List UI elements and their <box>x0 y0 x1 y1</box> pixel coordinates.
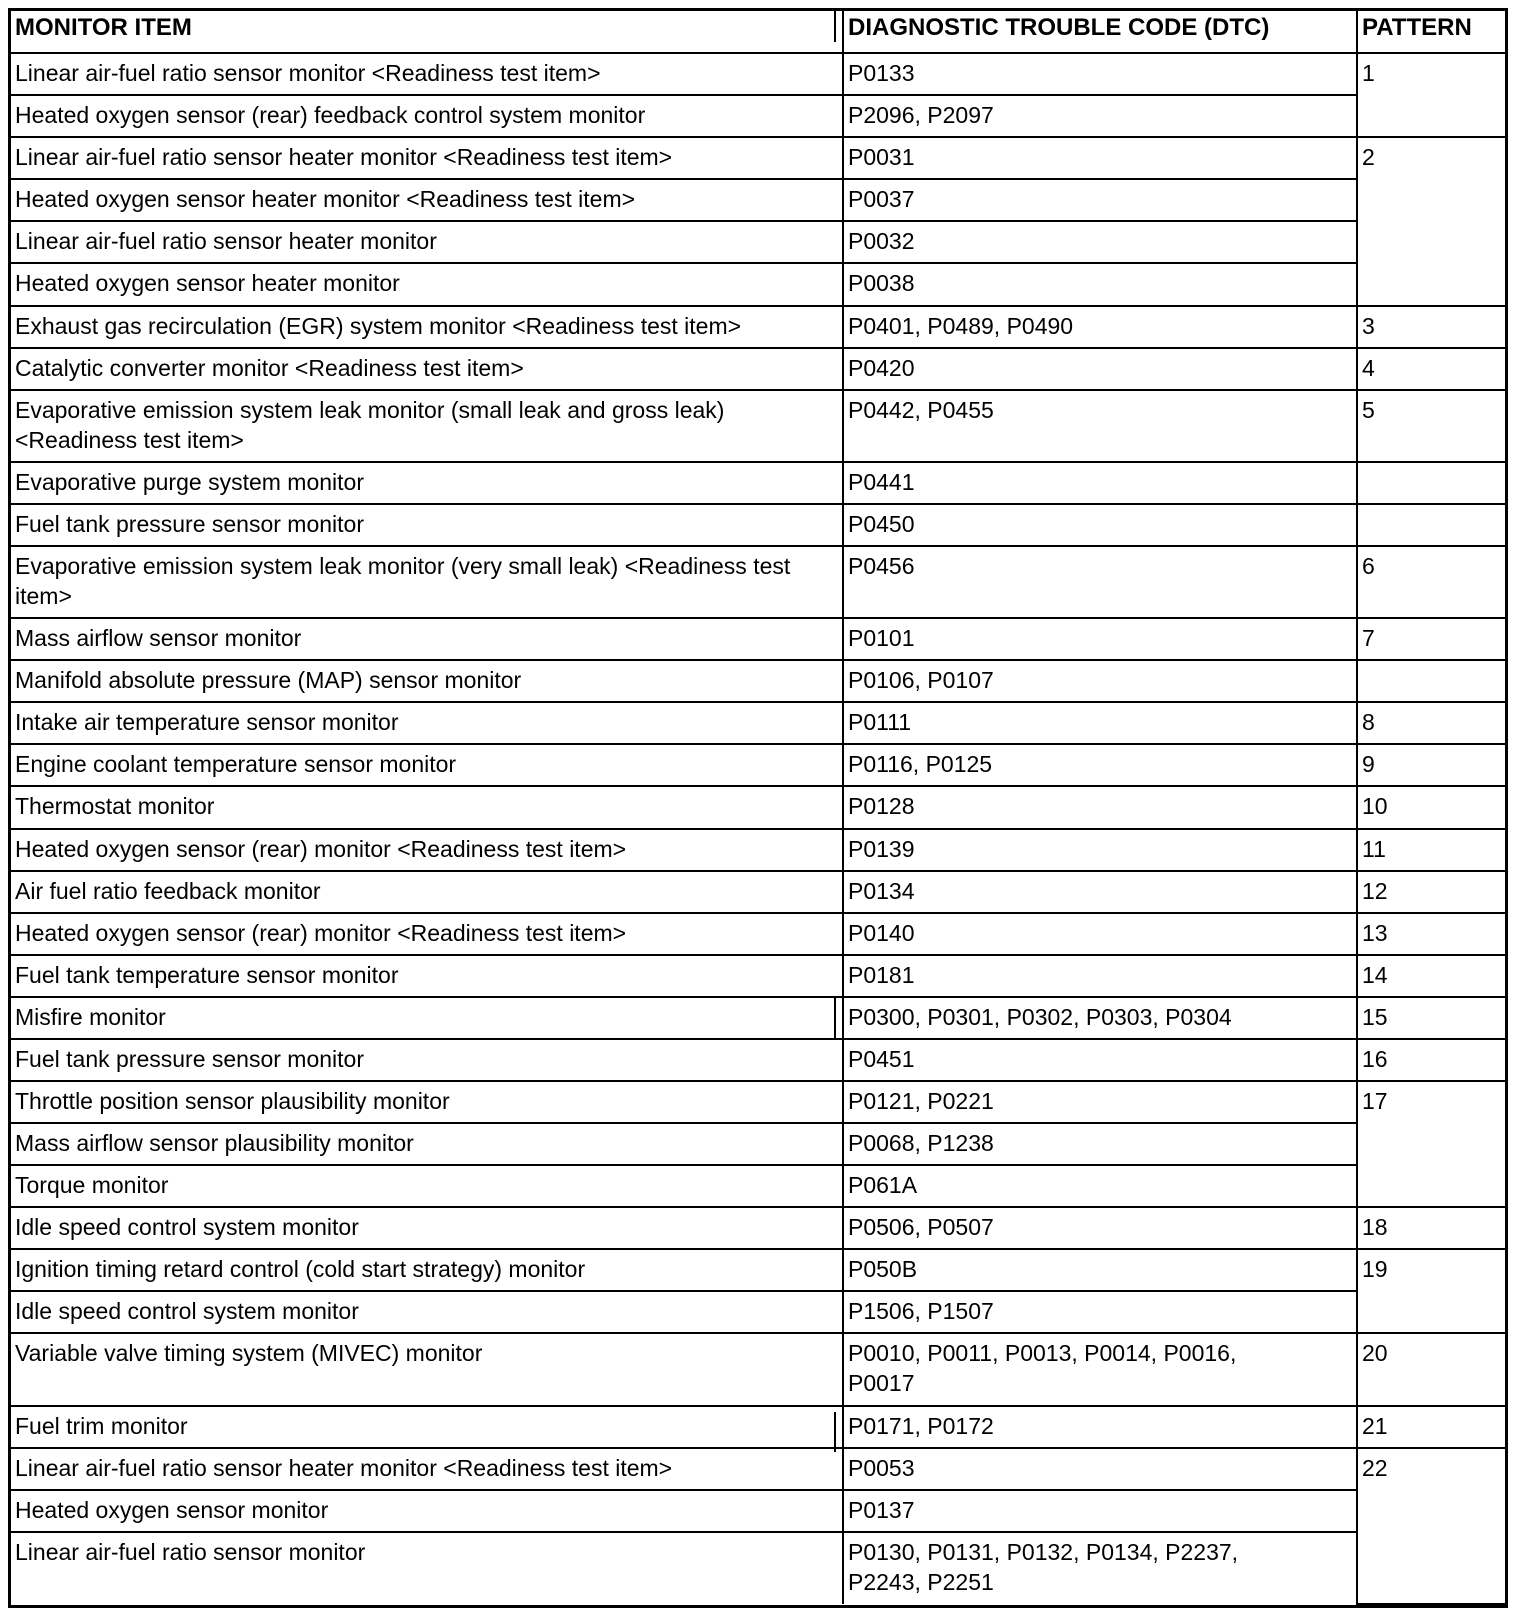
table-row <box>11 462 1505 504</box>
pattern-cell <box>1357 660 1505 702</box>
dtc-cell: P0111 <box>843 702 1357 744</box>
monitor-item-cell: Air fuel ratio feedback monitor <box>11 871 843 913</box>
pattern-cell: 16 <box>1357 1039 1505 1081</box>
table-row <box>11 829 1505 871</box>
dtc-cell: P050B <box>843 1249 1357 1291</box>
dtc-cell <box>843 1532 1357 1604</box>
dtc-cell: P0053 <box>843 1448 1357 1490</box>
dtc-cell: P0038 <box>843 263 1357 305</box>
monitor-item-cell: Mass airflow sensor plausibility monitor <box>11 1123 843 1165</box>
monitor-item-cell: Linear air-fuel ratio sensor heater monitor <Readiness test item> <box>11 1448 843 1490</box>
header-row <box>11 11 1505 53</box>
monitor-item-cell: Idle speed control system monitor <box>11 1207 843 1249</box>
pattern-cell: 15 <box>1357 997 1505 1039</box>
monitor-item-cell: Fuel tank pressure sensor monitor <box>11 1039 843 1081</box>
header-split-line <box>834 10 836 42</box>
monitor-item-cell: Fuel trim monitor <box>11 1406 843 1448</box>
monitor-item-cell: Linear air-fuel ratio sensor monitor <box>11 1532 843 1604</box>
table-row <box>11 1448 1505 1490</box>
table-row <box>11 1333 1505 1405</box>
dtc-cell: P0140 <box>843 913 1357 955</box>
dtc-cell: P0171, P0172 <box>843 1406 1357 1448</box>
monitor-item-cell: Idle speed control system monitor <box>11 1291 843 1333</box>
dtc-cell <box>843 1333 1357 1405</box>
table-row <box>11 263 1505 305</box>
table-row <box>11 137 1505 179</box>
dtc-cell: P0037 <box>843 179 1357 221</box>
table-row <box>11 504 1505 546</box>
pattern-cell: 4 <box>1357 348 1505 390</box>
table-row <box>11 1532 1505 1604</box>
pattern-cell: 12 <box>1357 871 1505 913</box>
monitor-item-cell: Engine coolant temperature sensor monitor <box>11 744 843 786</box>
monitor-item-cell: Variable valve timing system (MIVEC) monitor <box>11 1333 843 1405</box>
dtc-cell: P0101 <box>843 618 1357 660</box>
pattern-cell: 22 <box>1357 1448 1505 1604</box>
monitor-item-cell: Manifold absolute pressure (MAP) sensor monitor <box>11 660 843 702</box>
pattern-cell: 20 <box>1357 1333 1505 1405</box>
pattern-cell: 6 <box>1357 546 1505 618</box>
pattern-cell: 3 <box>1357 306 1505 348</box>
monitor-item-cell: Catalytic converter monitor <Readiness test item> <box>11 348 843 390</box>
dtc-cell: P061A <box>843 1165 1357 1207</box>
table-row <box>11 1207 1505 1249</box>
monitor-item-text: Evaporative emission system leak monitor (very small leak) <Readiness test item> <box>15 552 791 609</box>
monitor-item-cell: Exhaust gas recirculation (EGR) system monitor <Readiness test item> <box>11 306 843 348</box>
dtc-cell: P2096, P2097 <box>843 95 1357 137</box>
monitor-item-cell: Linear air-fuel ratio sensor heater monitor <Readiness test item> <box>11 137 843 179</box>
table-row <box>11 390 1505 462</box>
dtc-cell: P0068, P1238 <box>843 1123 1357 1165</box>
table-row <box>11 1081 1505 1123</box>
monitor-item-cell: Heated oxygen sensor (rear) feedback control system monitor <box>11 95 843 137</box>
table-row <box>11 660 1505 702</box>
monitor-item-cell: Torque monitor <box>11 1165 843 1207</box>
table-row <box>11 179 1505 221</box>
table-row <box>11 1291 1505 1333</box>
dtc-text: P0010, P0011, P0013, P0014, P0016, P0017 <box>848 1340 1237 1397</box>
table-row <box>11 871 1505 913</box>
pattern-cell: 5 <box>1357 390 1505 462</box>
monitor-item-cell: Linear air-fuel ratio sensor monitor <Readiness test item> <box>11 53 843 95</box>
dtc-cell: P0106, P0107 <box>843 660 1357 702</box>
dtc-cell: P1506, P1507 <box>843 1291 1357 1333</box>
dtc-cell: P0401, P0489, P0490 <box>843 306 1357 348</box>
dtc-cell: P0442, P0455 <box>843 390 1357 462</box>
monitor-item-cell: Thermostat monitor <box>11 786 843 828</box>
table-row <box>11 1123 1505 1165</box>
pattern-cell: 19 <box>1357 1249 1505 1333</box>
dtc-cell: P0137 <box>843 1490 1357 1532</box>
table-row <box>11 997 1505 1039</box>
misfire-split-line <box>834 998 836 1038</box>
dtc-cell: P0128 <box>843 786 1357 828</box>
dtc-cell: P0441 <box>843 462 1357 504</box>
header-dtc: DIAGNOSTIC TROUBLE CODE (DTC) <box>843 11 1357 53</box>
monitor-item-cell: Fuel tank temperature sensor monitor <box>11 955 843 997</box>
table-row <box>11 702 1505 744</box>
dtc-cell: P0420 <box>843 348 1357 390</box>
pattern-cell: 2 <box>1357 137 1505 305</box>
dtc-cell: P0451 <box>843 1039 1357 1081</box>
fuel-trim-split-line <box>834 1412 836 1452</box>
monitor-item-cell <box>11 390 843 462</box>
table-row <box>11 348 1505 390</box>
table-row <box>11 913 1505 955</box>
dtc-cell: P0456 <box>843 546 1357 618</box>
monitor-item-cell: Mass airflow sensor monitor <box>11 618 843 660</box>
table-row <box>11 955 1505 997</box>
monitor-item-cell: Heated oxygen sensor heater monitor <Readiness test item> <box>11 179 843 221</box>
table-row <box>11 1406 1505 1448</box>
monitor-item-cell: Heated oxygen sensor (rear) monitor <Readiness test item> <box>11 829 843 871</box>
monitor-item-cell: Misfire monitor <box>11 997 843 1039</box>
monitor-item-cell <box>11 546 843 618</box>
header-pattern: PATTERN <box>1357 11 1505 53</box>
table-row <box>11 95 1505 137</box>
pattern-cell: 17 <box>1357 1081 1505 1207</box>
dtc-cell: P0116, P0125 <box>843 744 1357 786</box>
pattern-cell: 14 <box>1357 955 1505 997</box>
dtc-cell: P0032 <box>843 221 1357 263</box>
table-row <box>11 546 1505 618</box>
pattern-cell: 11 <box>1357 829 1505 871</box>
table-body <box>11 11 1505 1604</box>
monitor-item-cell: Ignition timing retard control (cold start strategy) monitor <box>11 1249 843 1291</box>
pattern-cell: 8 <box>1357 702 1505 744</box>
dtc-table-frame <box>8 8 1508 1608</box>
table-row <box>11 1490 1505 1532</box>
table-row <box>11 1165 1505 1207</box>
pattern-cell <box>1357 504 1505 546</box>
pattern-cell: 7 <box>1357 618 1505 660</box>
dtc-cell: P0139 <box>843 829 1357 871</box>
monitor-item-cell: Evaporative purge system monitor <box>11 462 843 504</box>
table-row <box>11 221 1505 263</box>
table-row <box>11 306 1505 348</box>
dtc-cell: P0506, P0507 <box>843 1207 1357 1249</box>
table-row <box>11 618 1505 660</box>
table-row <box>11 1039 1505 1081</box>
monitor-item-cell: Linear air-fuel ratio sensor heater monitor <box>11 221 843 263</box>
table-row <box>11 744 1505 786</box>
pattern-cell: 21 <box>1357 1406 1505 1448</box>
pattern-cell: 10 <box>1357 786 1505 828</box>
table-row <box>11 1249 1505 1291</box>
dtc-cell: P0450 <box>843 504 1357 546</box>
monitor-item-cell: Heated oxygen sensor monitor <box>11 1490 843 1532</box>
monitor-item-text: Evaporative emission system leak monitor (small leak and gross leak) <Readiness test item> <box>15 396 725 453</box>
dtc-cell: P0031 <box>843 137 1357 179</box>
pattern-cell: 13 <box>1357 913 1505 955</box>
monitor-item-cell: Throttle position sensor plausibility monitor <box>11 1081 843 1123</box>
dtc-cell: P0133 <box>843 53 1357 95</box>
monitor-item-cell: Fuel tank pressure sensor monitor <box>11 504 843 546</box>
pattern-cell: 1 <box>1357 53 1505 137</box>
monitor-item-cell: Intake air temperature sensor monitor <box>11 702 843 744</box>
table-row <box>11 53 1505 95</box>
pattern-cell <box>1357 462 1505 504</box>
dtc-cell: P0121, P0221 <box>843 1081 1357 1123</box>
dtc-text: P0130, P0131, P0132, P0134, P2237, P2243, P2251 <box>848 1538 1239 1595</box>
header-monitor-item: MONITOR ITEM <box>11 11 843 53</box>
pattern-cell: 18 <box>1357 1207 1505 1249</box>
monitor-item-cell: Heated oxygen sensor (rear) monitor <Readiness test item> <box>11 913 843 955</box>
dtc-cell: P0134 <box>843 871 1357 913</box>
monitor-dtc-table <box>11 11 1505 1605</box>
dtc-cell: P0181 <box>843 955 1357 997</box>
pattern-cell: 9 <box>1357 744 1505 786</box>
dtc-cell: P0300, P0301, P0302, P0303, P0304 <box>843 997 1357 1039</box>
monitor-item-cell: Heated oxygen sensor heater monitor <box>11 263 843 305</box>
table-row <box>11 786 1505 828</box>
